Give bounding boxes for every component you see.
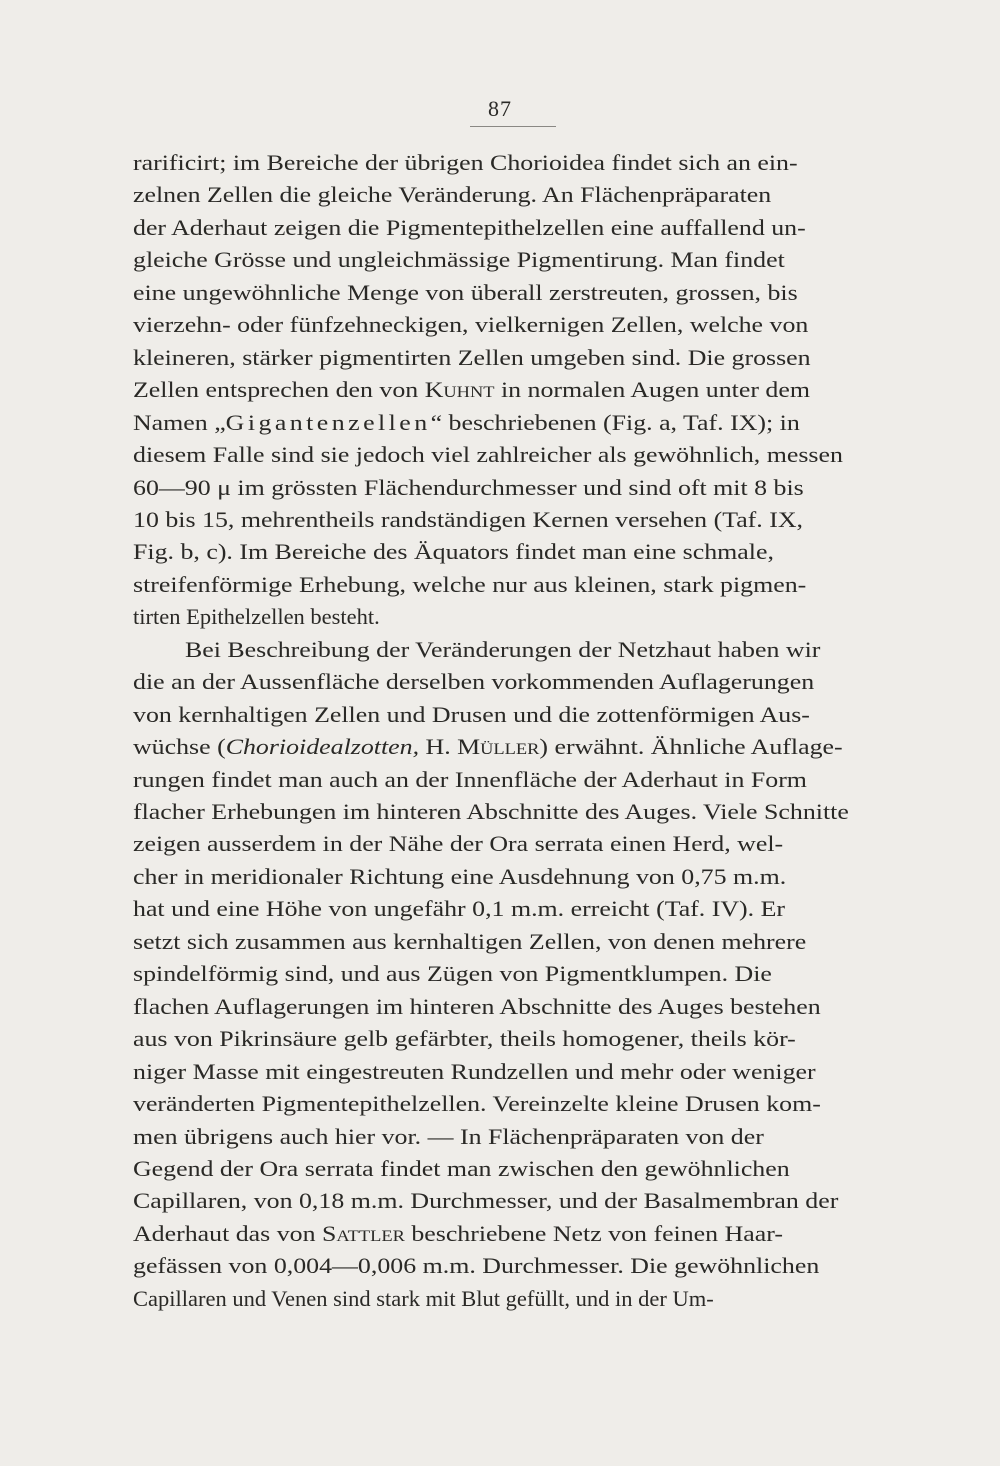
text-segment: die an der Aussenfläche derselben vorkommenden Auflagerungen [133,669,815,695]
text-segment: Capillaren und Venen sind stark mit Blut gefüllt, und in der Um- [133,1285,714,1311]
text-line [133,1217,783,1251]
text-segment: Gigantenzellen [225,409,431,435]
text-segment: “ beschriebenen (Fig. a, Taf. IX); in [430,409,800,435]
text-segment: gleiche Grösse und ungleichmässige Pigmentirung. Man findet [133,247,785,273]
text-line [133,1249,820,1283]
text-segment: aus von Pikrinsäure gelb gefärbter, theils homogener, theils kör- [133,1026,796,1052]
text-line [133,146,798,180]
text-segment: streifenförmige Erhebung, welche nur aus kleinen, stark pigmen- [133,571,807,597]
text-segment: Gegend der Ora serrata findet man zwischen den gewöhnlichen [133,1155,790,1181]
text-line [133,957,772,991]
text-segment: Namen „ [133,409,226,435]
text-line [133,1055,816,1089]
text-segment: Müller [457,734,540,760]
text-line [133,1087,821,1121]
text-line [133,568,807,602]
text-segment: veränderten Pigmentepithelzellen. Vereinzelte kleine Drusen kom- [133,1091,821,1117]
text-segment: wüchse ( [133,734,226,760]
text-segment: in normalen Augen unter dem [494,377,810,403]
text-segment: setzt sich zusammen aus kernhaltigen Zellen, von denen mehrere [133,928,807,954]
text-segment: H. [419,734,458,760]
text-line [133,1120,764,1154]
text-line [133,763,807,797]
text-line [133,665,815,699]
text-segment: Sattler [321,1220,405,1246]
text-segment: vierzehn- oder fünfzehneckigen, vielkernigen Zellen, welche von [133,312,809,338]
text-segment: rarificirt; im Bereiche der übrigen Chorioidea findet sich an ein- [133,150,798,175]
text-segment: flacher Erhebungen im hinteren Abschnitte des Auges. Viele Schnitte [133,799,849,824]
text-line [133,925,807,959]
text-line [133,1282,714,1316]
text-segment: rungen findet man auch an der Innenfläche der Aderhaut in Form [133,766,807,792]
text-line [133,471,804,505]
text-segment: tirten Epithelzellen besteht. [133,604,380,630]
text-segment: 60—90 μ im grössten Flächendurchmesser und sind oft mit 8 bis [133,474,804,500]
text-line [133,211,806,245]
text-segment: hat und eine Höhe von ungefähr 0,1 m.m. erreicht (Taf. IV). Er [133,896,786,922]
text-segment: beschriebene Netz von feinen Haar- [404,1220,783,1246]
text-segment: Bei Beschreibung der Veränderungen der Netzhaut haben wir [185,636,821,662]
text-segment: zelnen Zellen die gleiche Veränderung. An Flächenpräparaten [133,182,772,208]
text-segment: kleineren, stärker pigmentirten Zellen umgeben sind. Die grossen [133,344,811,370]
page-number-rule [470,126,556,127]
text-line [133,341,811,375]
text-line [133,438,843,472]
text-line [133,827,784,861]
text-segment: Kuhnt [424,377,495,403]
text-line [133,1152,790,1186]
text-line [133,1184,839,1218]
text-line [133,1022,796,1056]
text-segment: Zellen entsprechen den von [133,377,425,403]
text-segment: 10 bis 15, mehrentheils randständigen Kernen versehen (Taf. IX, [133,506,804,532]
text-line [133,730,843,764]
text-line [133,535,774,569]
text-segment: spindelförmig sind, und aus Zügen von Pigmentklumpen. Die [133,961,772,987]
text-line [133,243,785,277]
text-line [133,276,798,310]
text-segment: Chorioidealzotten, [225,734,420,760]
text-segment: flachen Auflagerungen im hinteren Abschnitte des Auges bestehen [133,993,821,1019]
text-line [133,795,849,829]
text-segment: cher in meridionaler Richtung eine Ausdehnung von 0,75 m.m. [133,863,787,889]
text-segment: niger Masse mit eingestreuten Rundzellen und mehr oder weniger [133,1058,816,1084]
page-number: 87 [488,96,512,121]
text-segment: gefässen von 0,004—0,006 m.m. Durchmesser. Die gewöhnlichen [133,1253,820,1279]
text-segment: men übrigens auch hier vor. — In Flächenpräparaten von der [133,1123,764,1149]
text-line [185,633,821,667]
text-line [133,860,787,894]
text-line [133,892,786,926]
text-segment: der Aderhaut zeigen die Pigmentepithelzellen eine auffallend un- [133,214,806,240]
text-line [133,503,804,537]
text-line [133,990,821,1024]
text-segment: zeigen ausserdem in der Nähe der Ora serrata einen Herd, wel- [133,831,784,857]
text-line [133,600,380,634]
text-line [133,308,809,342]
text-line [133,698,810,732]
text-segment: Capillaren, von 0,18 m.m. Durchmesser, und der Basalmembran der [133,1188,839,1214]
text-line [133,178,772,212]
text-line [133,406,800,440]
text-line [133,373,810,407]
text-segment: Aderhaut das von [133,1220,322,1246]
text-segment: diesem Falle sind sie jedoch viel zahlreicher als gewöhnlich, messen [133,442,843,468]
text-segment: ) erwähnt. Ähnliche Auflage- [539,734,843,760]
text-segment: Fig. b, c). Im Bereiche des Äquators findet man eine schmale, [133,539,774,565]
text-segment: eine ungewöhnliche Menge von überall zerstreuten, grossen, bis [133,279,798,305]
text-segment: von kernhaltigen Zellen und Drusen und die zottenförmigen Aus- [133,701,810,727]
